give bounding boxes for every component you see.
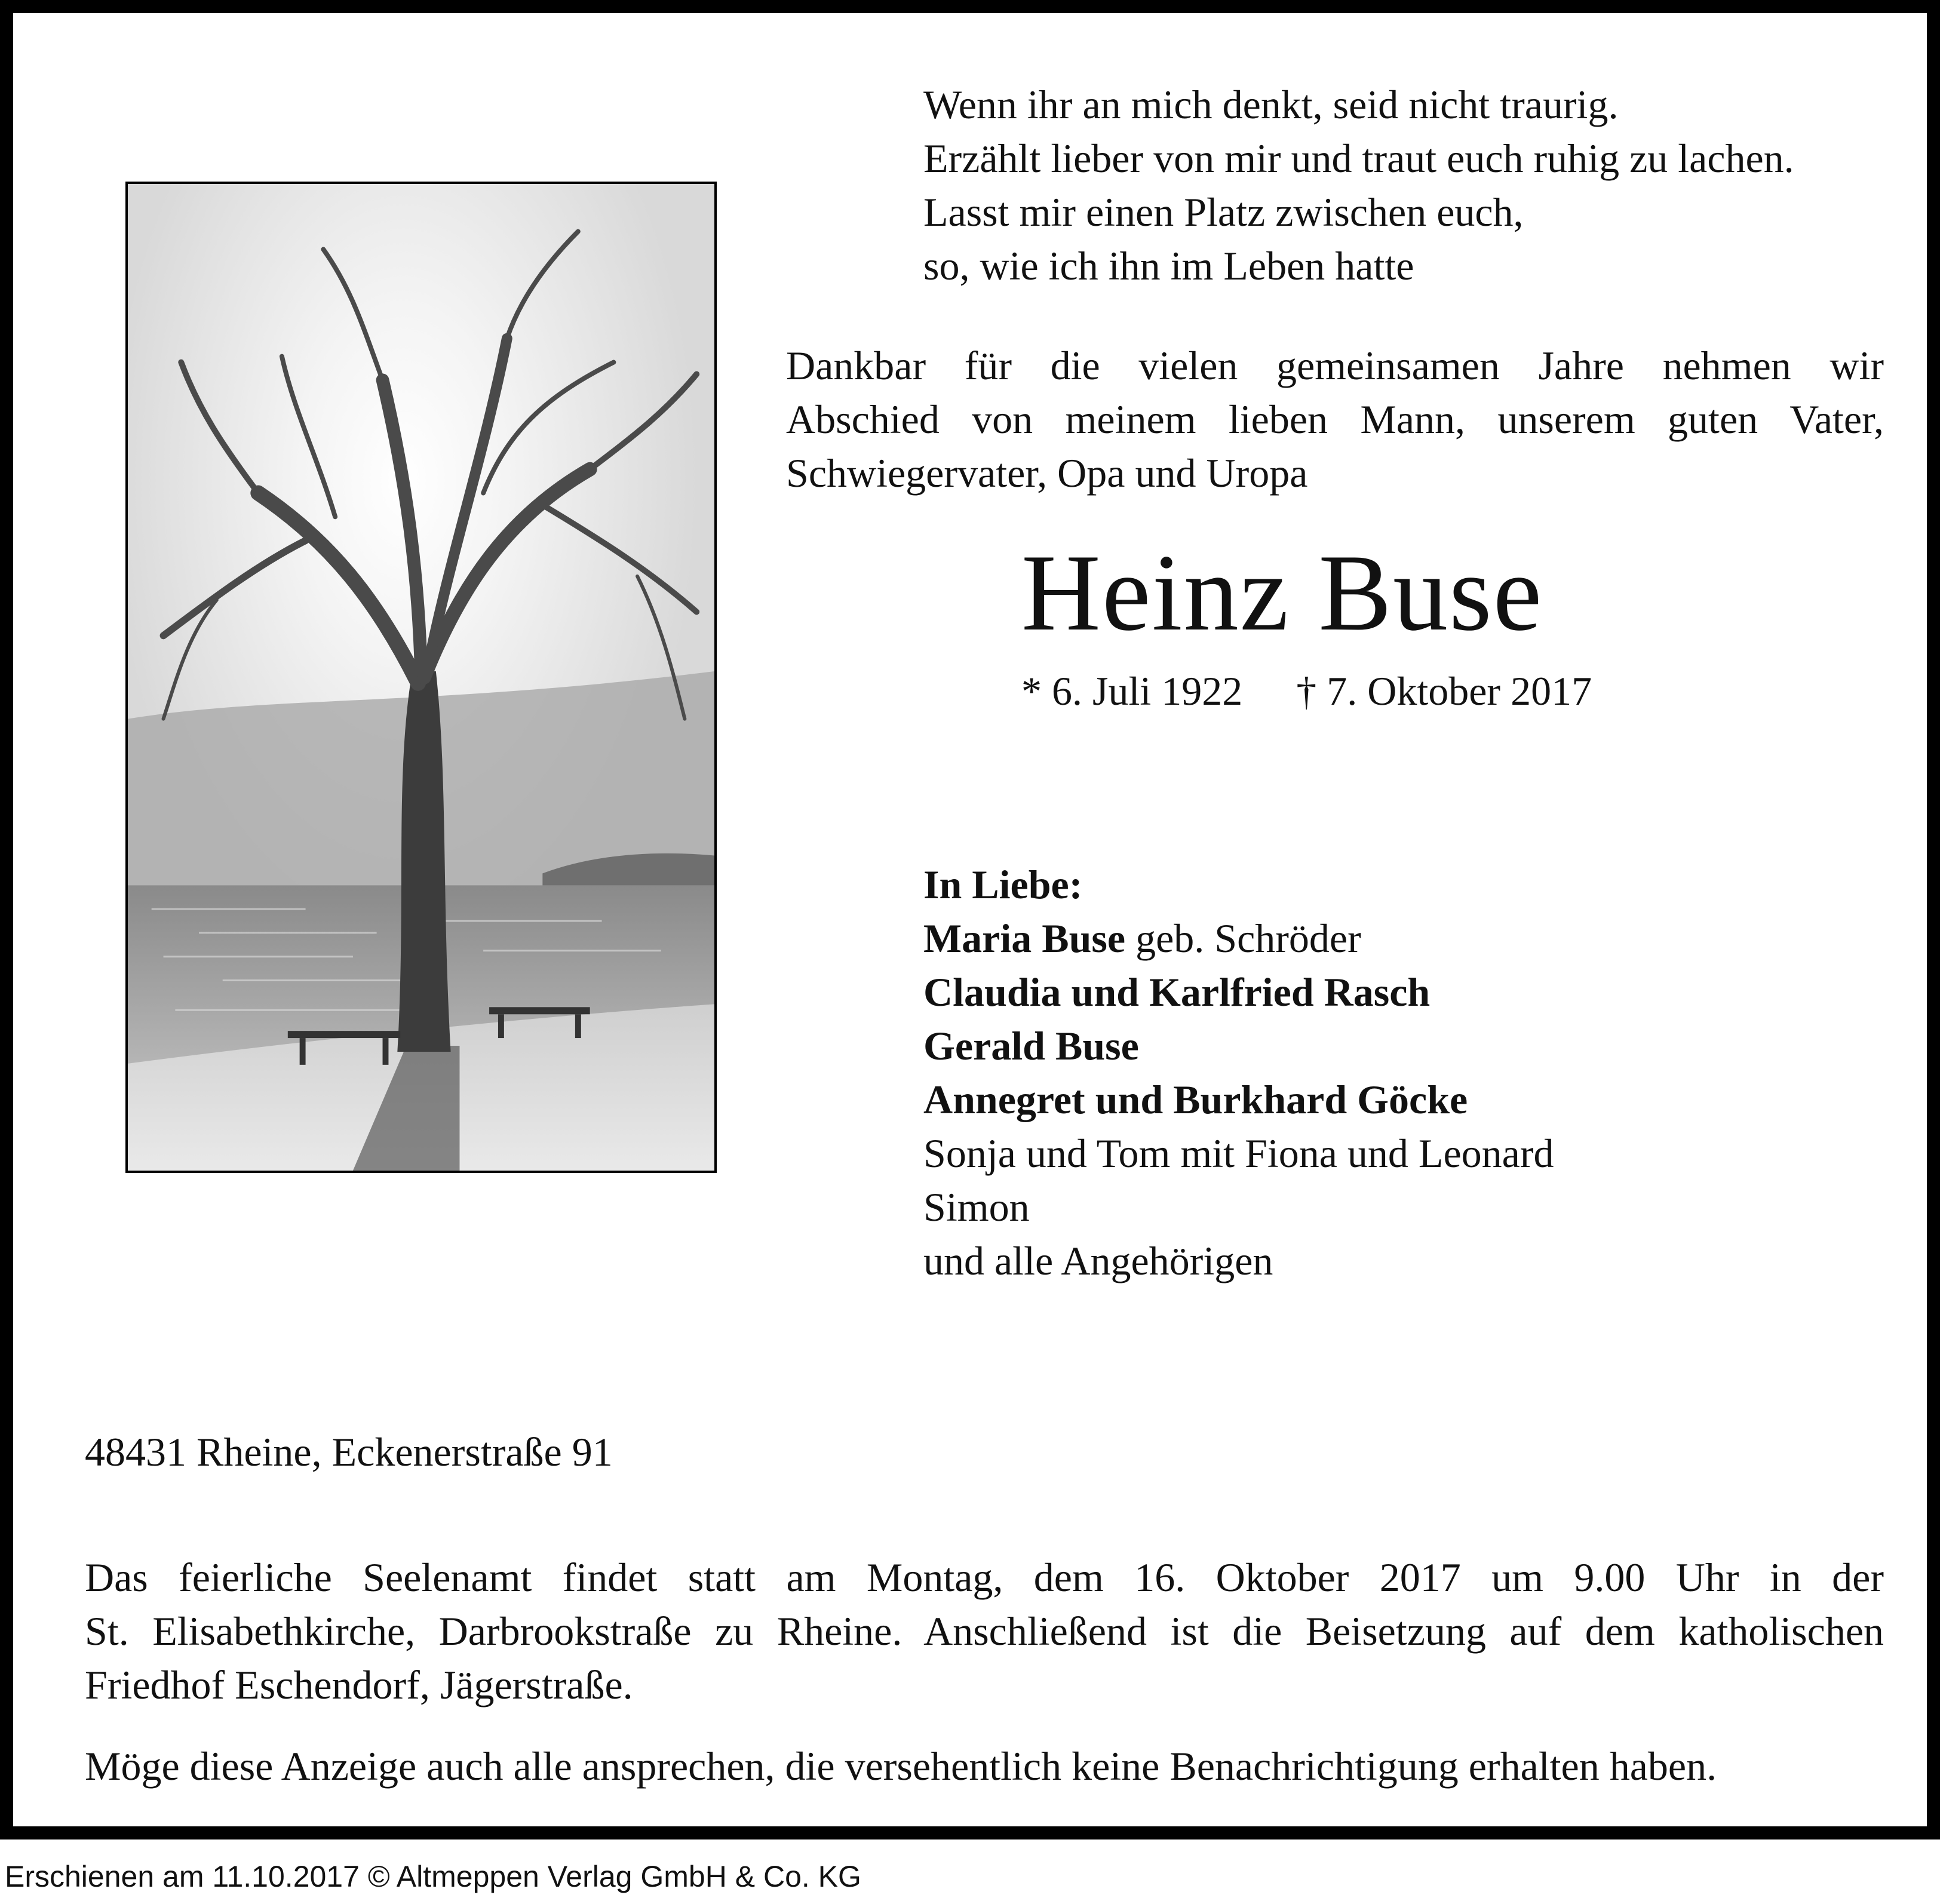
- family-member: Annegret und Burkhard Göcke: [923, 1077, 1468, 1122]
- family-member: Sonja und Tom mit Fiona und Leonard: [923, 1131, 1554, 1176]
- family-member: Claudia und Karlfried Rasch: [923, 969, 1431, 1015]
- wife-maiden-name: geb. Schröder: [1125, 916, 1361, 961]
- family-member: und alle Angehörigen: [923, 1238, 1273, 1283]
- family-member: Gerald Buse: [923, 1023, 1139, 1068]
- publication-footer: Erschienen am 11.10.2017 © Altmeppen Verlag GmbH & Co. KG: [5, 1860, 861, 1893]
- poem-line: so, wie ich ihn im Leben hatte: [923, 243, 1414, 288]
- family-heading: In Liebe:: [923, 862, 1083, 907]
- birth-date: * 6. Juli 1922: [1021, 668, 1243, 714]
- service-line: Friedhof Eschendorf, Jägerstraße.: [85, 1662, 633, 1708]
- deceased-name: Heinz Buse: [1021, 532, 1543, 653]
- family-member: [923, 911, 1554, 965]
- family-member: Simon: [923, 1184, 1030, 1230]
- closing-note: Möge diese Anzeige auch alle ansprechen, die versehentlich keine Benachrichtigung erhalten haben.: [85, 1743, 1717, 1789]
- service-line: St. Elisabethkirche, Darbrookstraße zu Rheine. Anschließend ist die Beisetzung auf dem katholischen: [85, 1608, 1884, 1654]
- address: 48431 Rheine, Eckenerstraße 91: [85, 1429, 613, 1475]
- intro-line: Schwiegervater, Opa und Uropa: [786, 450, 1308, 496]
- service-line: Das feierliche Seelenamt findet statt am Montag, dem 16. Oktober 2017 um 9.00 Uhr in der: [85, 1555, 1884, 1600]
- intro-line: Abschied von meinem lieben Mann, unserem guten Vater,: [786, 397, 1884, 442]
- life-dates: [1021, 664, 1592, 718]
- intro-line: Dankbar für die vielen gemeinsamen Jahre nehmen wir: [786, 343, 1884, 388]
- service-info: [85, 1550, 1884, 1712]
- poem-line: Lasst mir einen Platz zwischen euch,: [923, 189, 1524, 235]
- poem-line: Erzählt lieber von mir und traut euch ruhig zu lachen.: [923, 136, 1794, 181]
- tree-photo: [125, 182, 717, 1173]
- family-list: [923, 858, 1554, 1288]
- poem: [923, 78, 1794, 293]
- poem-line: Wenn ihr an mich denkt, seid nicht traurig.: [923, 82, 1619, 127]
- death-date: † 7. Oktober 2017: [1296, 668, 1592, 714]
- wife-name: Maria Buse: [923, 916, 1126, 961]
- intro-text: [786, 339, 1884, 500]
- tree-by-lake-illustration: [128, 184, 714, 1171]
